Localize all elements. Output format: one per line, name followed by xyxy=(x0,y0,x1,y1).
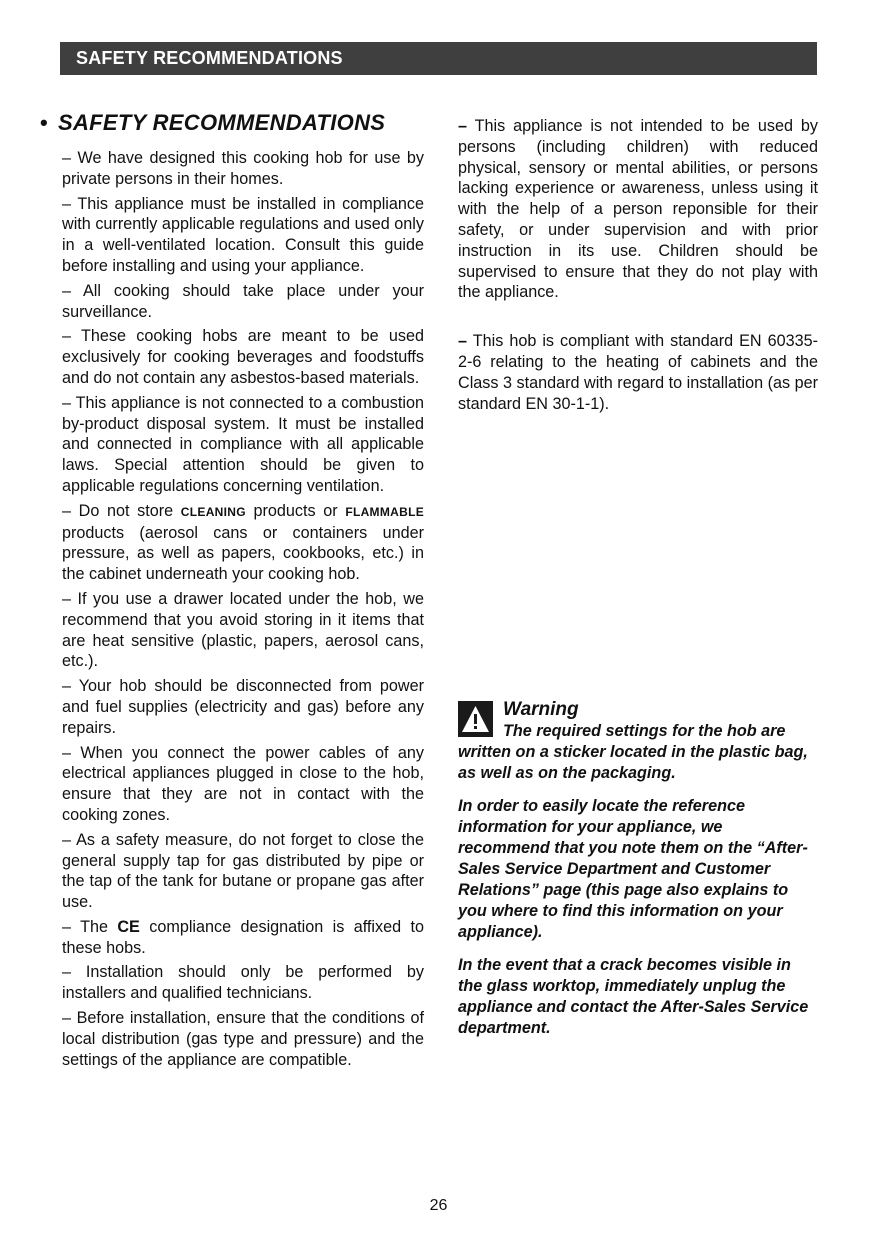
header-title: SAFETY RECOMMENDATIONS xyxy=(76,48,343,68)
recommendation-paragraph: – All cooking should take place under your surveillance. xyxy=(62,281,424,321)
recommendation-paragraph xyxy=(62,501,424,585)
cleaning-emphasis: CLEANING xyxy=(180,504,246,519)
text-run: This appliance is not intended to be used by persons (including children) with reduced physical, sensory or mental abilities, or persons lacking experience or awareness, unless using it with the help of a person reponsible for their safety, or under supervision and with prior instruction in its use. Children should be supervised to ensure that they do not play with the appliance. xyxy=(458,117,818,302)
warning-title: Warning xyxy=(503,699,579,720)
text-run: – Do not store xyxy=(62,501,181,520)
text-run: This hob is compliant with standard EN 60335-2-6 relating to the heating of cabinets and the Class 3 standard with regard to installation (as per standard EN 30-1-1). xyxy=(458,332,818,413)
recommendation-paragraph: – Your hob should be disconnected from power and fuel supplies (electricity and gas) before any repairs. xyxy=(62,677,424,737)
warning-triangle-icon xyxy=(458,701,493,737)
dash-mark: – xyxy=(458,332,468,351)
right-column xyxy=(458,116,818,418)
recommendation-paragraph: – These cooking hobs are meant to be used exclusively for cooking beverages and foodstuffs and do not contain any asbestos-based materials. xyxy=(62,327,424,387)
warning-header xyxy=(458,699,818,742)
left-column xyxy=(40,108,424,1074)
page-number: 26 xyxy=(429,1197,448,1214)
recommendation-paragraph xyxy=(62,917,424,959)
flammable-emphasis: FLAMMABLE xyxy=(345,504,424,519)
ce-mark-icon: CE xyxy=(117,917,140,936)
recommendation-paragraph: – If you use a drawer located under the hob, we recommend that you avoid storing in it items that are heat sensitive (plastic, papers, aerosol cans, etc.). xyxy=(62,589,424,671)
text-run: products (aerosol cans or containers under pressure, as well as papers, cookbooks, etc.) in the cabinet underneath your cooking hob. xyxy=(62,523,424,584)
warning-paragraph: In order to easily locate the reference information for your appliance, we recommend that you note them on the “After-Sales Service Department and Customer Relations” page (this page also explains to you where to find this information on your appliance). xyxy=(458,797,808,941)
page-header-bar xyxy=(60,42,817,75)
text-run: products or xyxy=(245,501,346,520)
recommendation-paragraph xyxy=(458,331,818,414)
warning-text-line: The required settings for the hob are xyxy=(503,722,786,740)
recommendation-paragraph: – As a safety measure, do not forget to close the general supply tap for gas distributed by pipe or the tap of the tank for butane or propane gas after use. xyxy=(62,830,424,912)
text-run: – The xyxy=(62,917,118,936)
warning-header-text xyxy=(503,699,785,742)
recommendation-paragraph: – This appliance must be installed in compliance with currently applicable regulations and used only in a well-ventilated location. Consult this guide before installing and using your appliance. xyxy=(62,194,424,275)
warning-paragraph: written on a sticker located in the plastic bag, as well as on the packaging. xyxy=(458,743,808,782)
bullet-icon: • xyxy=(40,110,49,135)
dash-mark: – xyxy=(458,117,468,135)
recommendation-paragraph: – This appliance is not connected to a combustion by-product disposal system. It must be installed and connected in compliance with all applicable laws. Special attention should be given to applicable regulations concerning ventilation. xyxy=(62,393,424,495)
recommendation-paragraph: – Installation should only be performed by installers and qualified technicians. xyxy=(62,963,424,1003)
warning-box xyxy=(458,699,818,1051)
recommendation-paragraph: – Before installation, ensure that the conditions of local distribution (gas type and pressure) and the settings of the appliance are compatible. xyxy=(62,1009,424,1069)
spacer xyxy=(458,307,818,331)
recommendation-paragraph: – We have designed this cooking hob for use by private persons in their homes. xyxy=(62,149,424,188)
warning-paragraph: In the event that a crack becomes visible in the glass worktop, immediately unplug the appliance and contact the After-Sales Service department. xyxy=(458,956,809,1037)
section-title-text: SAFETY RECOMMENDATIONS xyxy=(58,110,386,135)
text-run: compliance designation is affixed to these hobs. xyxy=(62,917,424,957)
recommendation-paragraph: – When you connect the power cables of any electrical appliances plugged in close to the hob, ensure that they are not in contact with the cooking zones. xyxy=(62,743,424,824)
section-title xyxy=(40,108,424,138)
recommendation-paragraph xyxy=(458,116,818,303)
